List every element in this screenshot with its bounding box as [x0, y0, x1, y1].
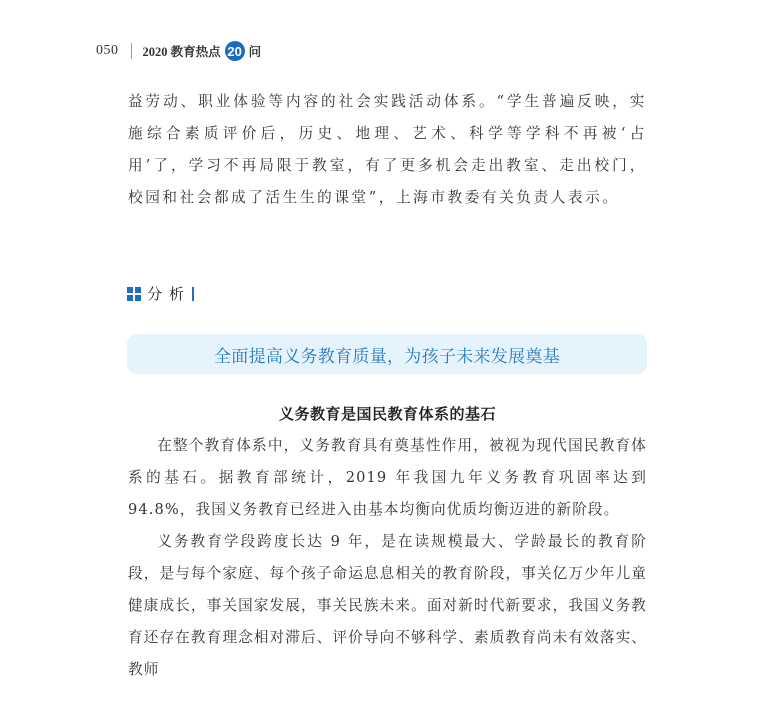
grid-icon	[127, 287, 141, 301]
section-bar-marker	[192, 287, 194, 301]
article-body	[128, 430, 647, 686]
intro-paragraph: 益劳动、职业体验等内容的社会实践活动体系。“学生普遍反映，实施综合素质评价后，历史、地理、艺术、科学等学科不再被‘占用’了，学习不再局限于教室，有了更多机会走出教室、走出校门，校园和社会都成了活生生的课堂”，上海市教委有关负责人表示。	[128, 93, 647, 206]
book-title: 2020 教育热点	[142, 45, 221, 59]
question-count-badge: 20	[225, 41, 245, 61]
article-subheading: 义务教育是国民教育体系的基石	[278, 405, 496, 423]
topic-banner	[127, 334, 647, 374]
book-title-suffix: 问	[248, 44, 262, 59]
section-label: 分析	[147, 285, 192, 303]
page-number: 050	[96, 43, 119, 58]
header-divider	[131, 43, 132, 59]
page-header	[96, 40, 261, 62]
section-heading-analysis	[127, 283, 194, 304]
body-paragraph: 在整个教育体系中，义务教育具有奠基性作用，被视为现代国民教育体系的基石。据教育部统计，2019 年我国九年义务教育巩固率达到 94.8%，我国义务教育已经进入由基本均衡向优质均衡迈进的新阶段。	[128, 437, 647, 518]
banner-title: 全面提高义务教育质量，为孩子未来发展奠基	[214, 346, 560, 367]
body-paragraph: 义务教育学段跨度长达 9 年，是在读规模最大、学龄最长的教育阶段，是与每个家庭、每个孩子命运息息相关的教育阶段，事关亿万少年儿童健康成长，事关国家发展，事关民族未来。面对新时代新要求，我国义务教育还存在教育理念相对滞后、评价导向不够科学、素质教育尚未有效落实、教师	[128, 533, 647, 678]
